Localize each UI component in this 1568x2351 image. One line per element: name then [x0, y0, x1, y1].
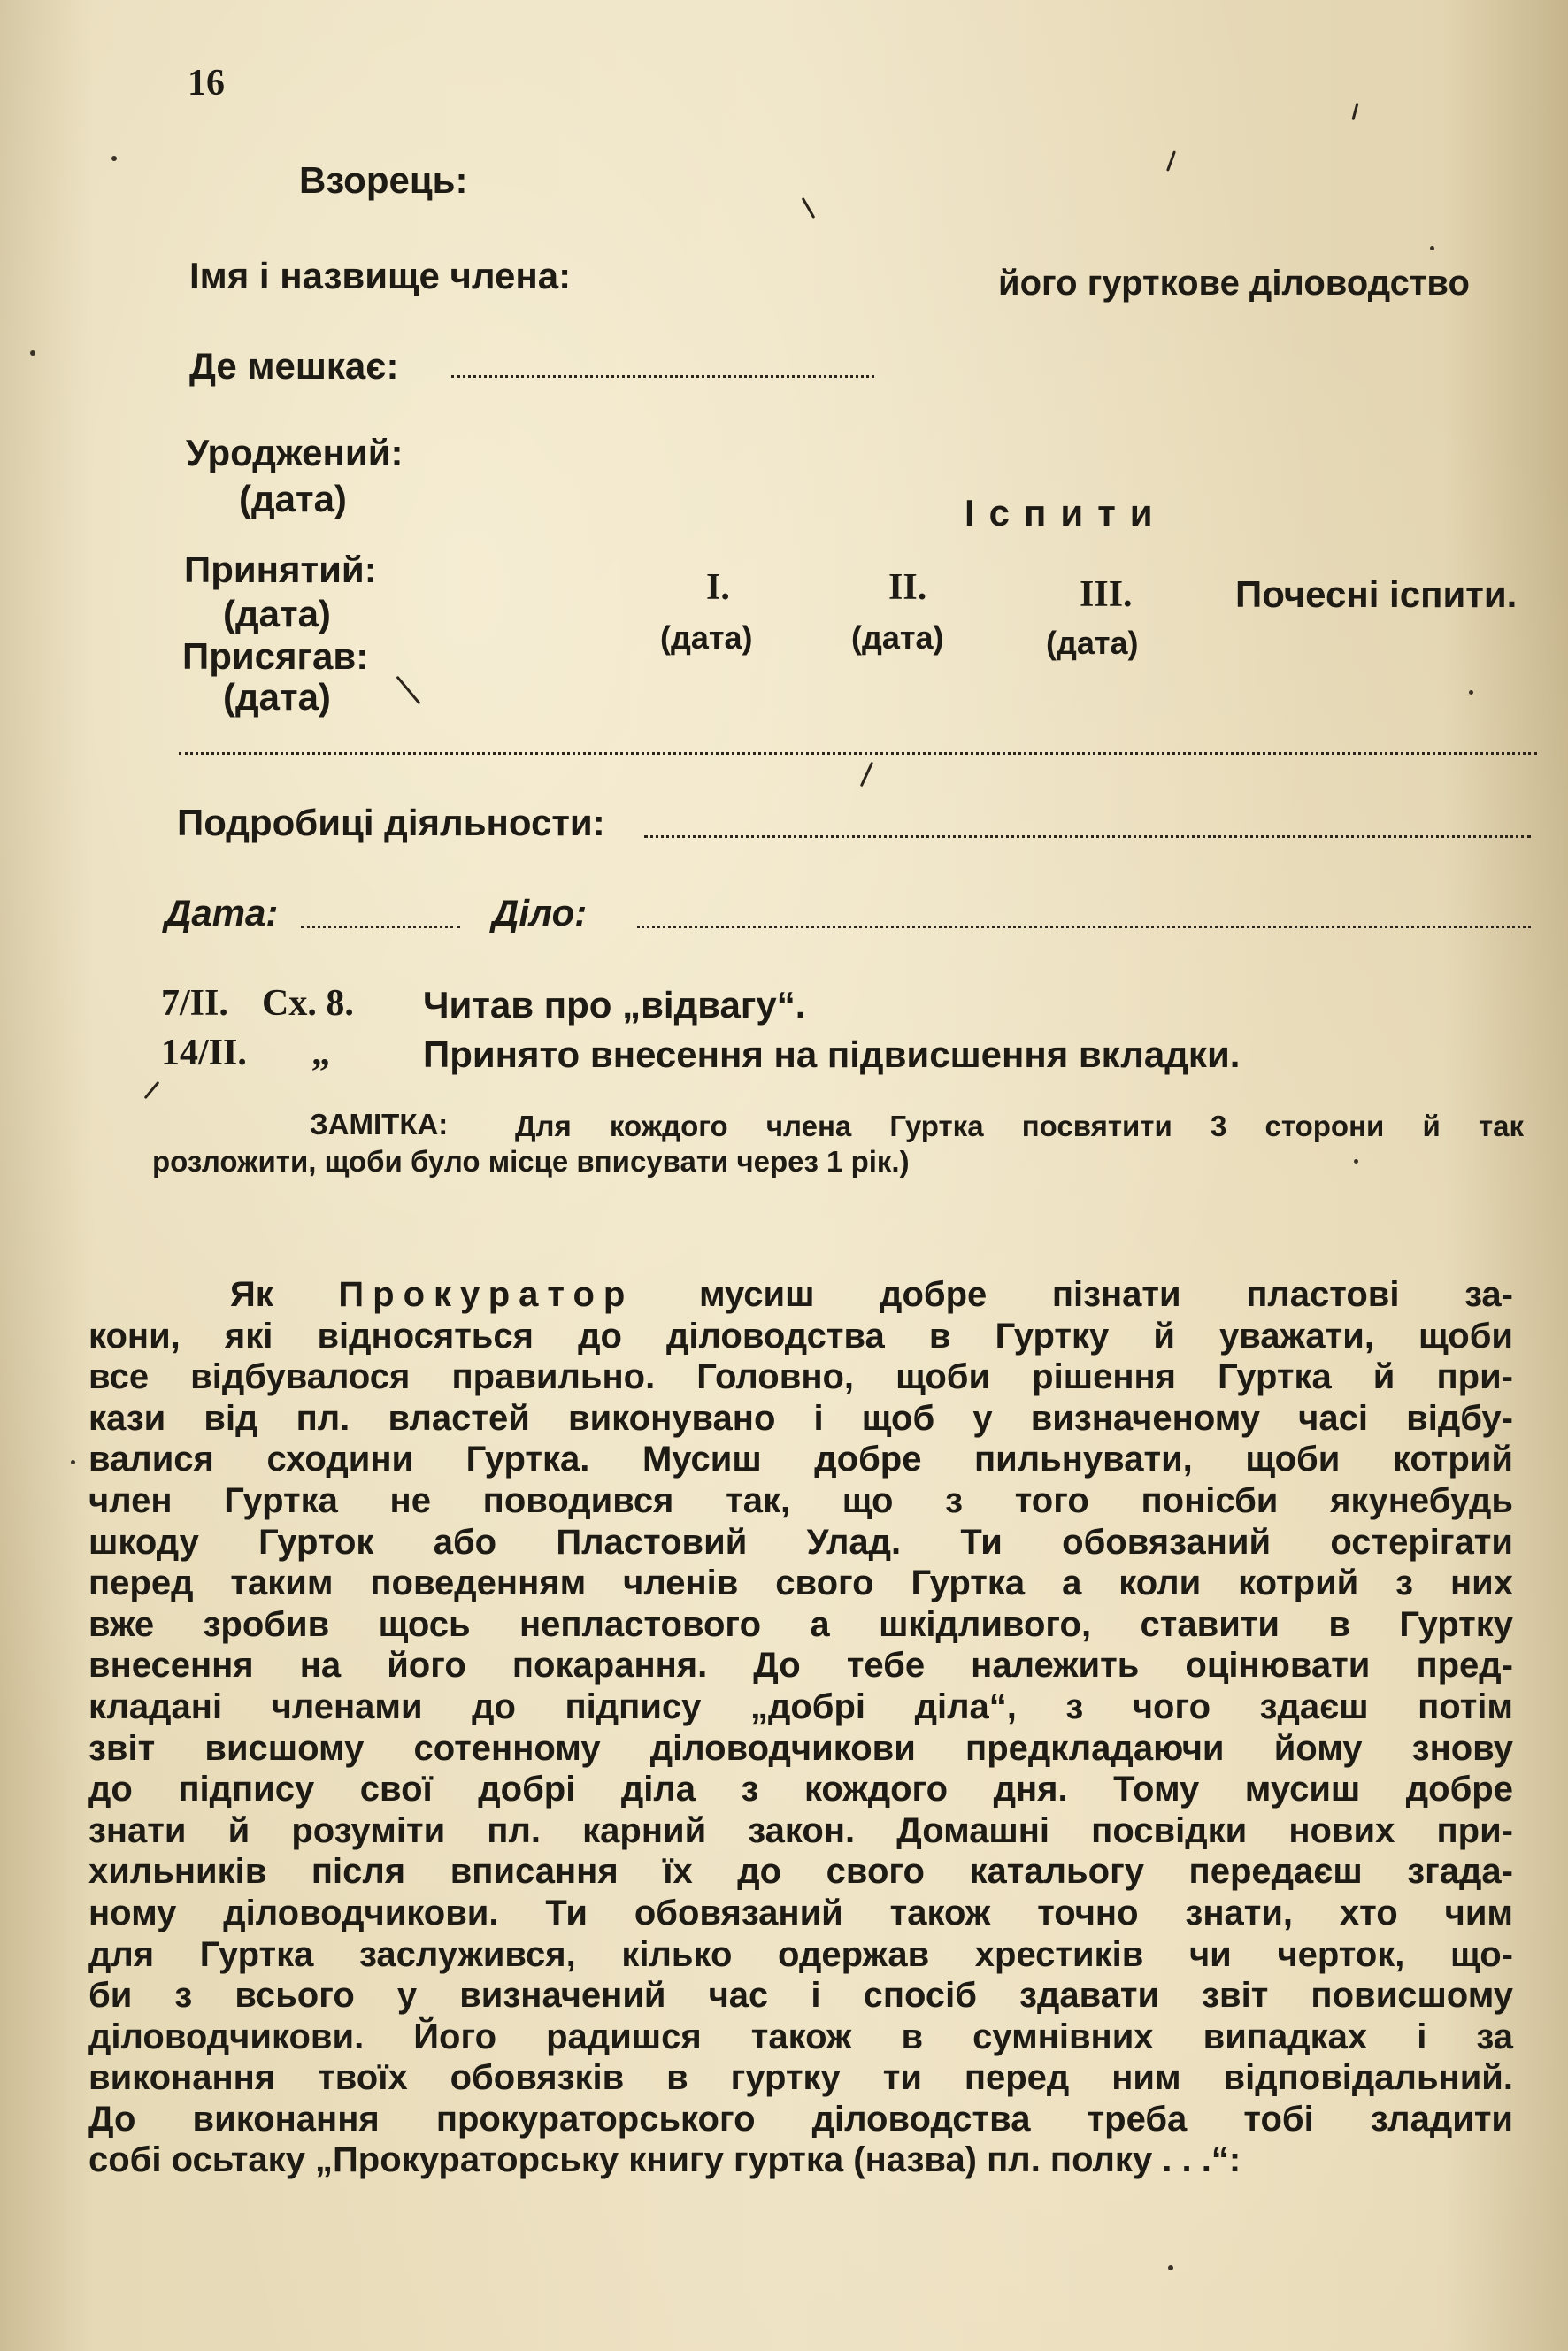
- date-column-label: Дата:: [165, 892, 279, 933]
- form-heading: Взорець:: [299, 159, 468, 201]
- deed-column-label: Діло:: [492, 892, 588, 933]
- body-line: собі осьтаку „Прокураторську книгу гуртка (назва) пл. полку . . .“:: [88, 2140, 1241, 2180]
- print-mark: [1166, 150, 1176, 172]
- born-date-caption: (дата): [239, 478, 347, 519]
- body-line: внесення на його покарання. До тебе належить оцінювати пред-: [88, 1646, 1513, 1686]
- print-mark: [1351, 103, 1358, 120]
- paper-speck: [1354, 1159, 1358, 1164]
- paper-speck: [30, 350, 35, 356]
- paper-speck: [1469, 690, 1473, 695]
- entry-meeting-ditto: „: [311, 1033, 330, 1073]
- exam-3-label: III.: [1080, 574, 1133, 615]
- body-line: кони, які відносяться до діловодства в Гуртку й уважати, щоби: [88, 1316, 1513, 1356]
- body-line: перед таким поведенням членів свого Гуртка а коли котрий з них: [88, 1563, 1513, 1603]
- exams-title: Іспити: [965, 492, 1167, 534]
- paper-speck: [1430, 246, 1434, 250]
- entry-text: Читав про „відвагу“.: [423, 984, 806, 1026]
- note-line-2: розложити, щоби було місце вписувати через 1 рік.): [152, 1145, 910, 1178]
- member-name-label: Імя і назвище члена:: [189, 255, 572, 296]
- activity-details-dotted-line: [644, 835, 1531, 838]
- entry-date: 14/II.: [161, 1033, 247, 1073]
- body-line: знати й розуміти пл. карний закон. Домашні посвідки нових при-: [88, 1810, 1513, 1850]
- body-line: виконання твоїх обовязків в гуртку ти перед ним відповідальний.: [88, 2058, 1513, 2098]
- body-line: би з всього у визначений час і спосіб здавати звіт повисшому: [88, 1976, 1513, 2016]
- body-line: вже зробив щось непластового а шкідливого, ставити в Гуртку: [88, 1604, 1513, 1644]
- residence-label: Де мешкає:: [189, 345, 399, 387]
- entry-meeting: Сх. 8.: [262, 983, 354, 1024]
- body-line: звіт висшому сотенному діловодчикови предкладаючи йому знову: [88, 1728, 1513, 1768]
- exam-3-date: (дата): [1046, 625, 1139, 661]
- exam-1-date: (дата): [660, 619, 753, 656]
- activity-details-label: Подробиці діяльности:: [177, 802, 605, 843]
- exam-2-date: (дата): [851, 619, 944, 656]
- paper-speck: [111, 156, 117, 161]
- body-line: до підпису свої добрі діла з кождого дня. Тому мусиш добре: [88, 1770, 1513, 1809]
- body-line: ному діловодчикови. Ти обовязаний також точно знати, хто чим: [88, 1893, 1513, 1932]
- separator-dotted-line: [179, 752, 1537, 755]
- born-label: Уроджений:: [186, 432, 404, 473]
- deed-dotted-line: [637, 926, 1531, 928]
- body-line: все відбувалося правильно. Головно, щоби рішення Гуртка й при-: [88, 1357, 1513, 1397]
- note-line-1: Для кождого члена Гуртка посвятити 3 сторони й так: [515, 1110, 1524, 1142]
- body-line: кладані членами до підпису „добрі діла“, з чого здаєш потім: [88, 1686, 1513, 1726]
- body-line: валися сходини Гуртка. Мусиш добре пильнувати, щоби котрий: [88, 1440, 1513, 1479]
- body-line-1: [88, 1274, 1513, 1316]
- body-line: для Гуртка заслужився, кілько одержав хрестиків чи черток, що-: [88, 1934, 1513, 1974]
- oath-label: Присягав:: [182, 635, 369, 677]
- prokurator-title: Прокуратор: [338, 1275, 634, 1314]
- date-dotted-line: [301, 926, 460, 928]
- body-line: кази від пл. властей виконувано і щоб у визначеному часі відбу-: [88, 1398, 1513, 1438]
- residence-dotted-line: [451, 375, 874, 378]
- body-line: член Гуртка не поводився так, що з того понісби якунебудь: [88, 1480, 1513, 1520]
- body-line: діловодчикови. Його радишся також в сумнівних випадках і за: [88, 2017, 1513, 2056]
- exam-1-label: I.: [706, 567, 730, 608]
- body-lead-word: Як: [230, 1275, 273, 1314]
- body-line-1-rest: мусиш добре пізнати пластові за-: [698, 1275, 1513, 1314]
- body-line: До виконання прокураторського діловодства треба тобі зладити: [88, 2099, 1513, 2139]
- accepted-date-caption: (дата): [223, 593, 331, 634]
- body-line: шкоду Гурток або Пластовий Улад. Ти обовязаний остерігати: [88, 1522, 1513, 1562]
- entry-text: Принято внесення на підвисшення вкладки.: [423, 1033, 1241, 1075]
- exam-2-label: II.: [888, 567, 927, 608]
- page-number: 16: [188, 63, 225, 104]
- print-mark: [802, 197, 816, 219]
- entry-date: 7/II.: [161, 983, 228, 1024]
- honor-exams-label: Почесні іспити.: [1235, 573, 1518, 615]
- print-mark: [144, 1081, 160, 1099]
- note-heading: ЗАМІТКА:: [310, 1108, 449, 1141]
- accepted-label: Принятий:: [184, 549, 377, 590]
- print-mark: [396, 676, 420, 705]
- paper-speck: [71, 1460, 75, 1464]
- print-mark: [860, 762, 873, 787]
- body-line: хильників після вписання їх до свого катальогу передаєш згада-: [88, 1852, 1513, 1892]
- record-book-title: його гурткове діловодство: [998, 264, 1470, 303]
- oath-date-caption: (дата): [223, 676, 331, 718]
- body-paragraph: [88, 1274, 1513, 2181]
- paper-speck: [1168, 2265, 1173, 2270]
